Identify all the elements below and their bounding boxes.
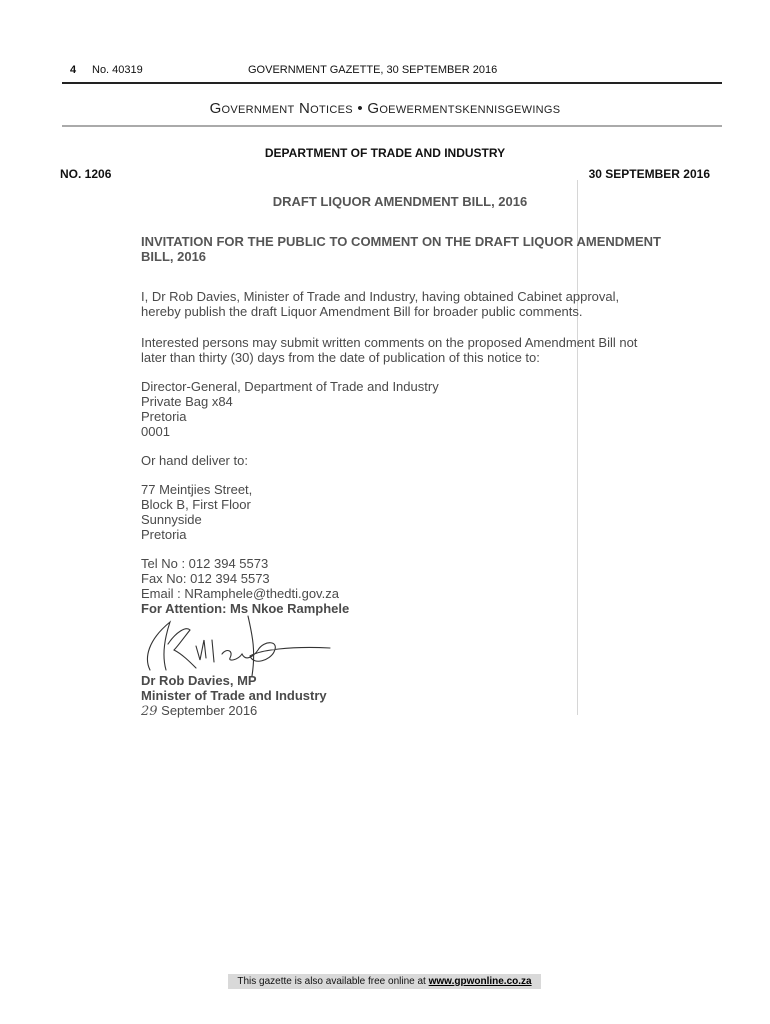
page-number: 4 bbox=[70, 64, 77, 76]
notice-date: 30 SEPTEMBER 2016 bbox=[588, 167, 710, 181]
contact-block bbox=[141, 556, 661, 616]
bill-title: DRAFT LIQUOR AMENDMENT BILL, 2016 bbox=[272, 194, 528, 209]
street-address bbox=[141, 482, 661, 542]
address-line: 77 Meintjies Street, bbox=[141, 482, 253, 497]
section-rule bbox=[62, 125, 722, 127]
address-line: Sunnyside bbox=[141, 512, 202, 527]
header-rule bbox=[62, 82, 722, 84]
signatory-title: Minister of Trade and Industry bbox=[141, 688, 327, 703]
gazette-title: GOVERNMENT GAZETTE, 30 SEPTEMBER 2016 bbox=[248, 64, 498, 76]
signatory-name: Dr Rob Davies, MP bbox=[141, 673, 257, 688]
footer-link[interactable]: www.gpwonline.co.za bbox=[428, 976, 532, 987]
tel-line: Tel No : 012 394 5573 bbox=[141, 556, 269, 571]
signature-date bbox=[141, 703, 661, 719]
address-line: 0001 bbox=[141, 424, 170, 439]
footer-banner bbox=[228, 974, 541, 989]
notice-number: NO. 1206 bbox=[60, 167, 112, 181]
attention-line: For Attention: Ms Nkoe Ramphele bbox=[141, 601, 350, 616]
intro-paragraph: I, Dr Rob Davies, Minister of Trade and Industry, having obtained Cabinet approval, hereby publish the draft Liquor Amendment Bill for broader public comments. bbox=[141, 289, 620, 319]
issue-number: No. 40319 bbox=[92, 64, 143, 76]
address-line: Block B, First Floor bbox=[141, 497, 251, 512]
address-line: Pretoria bbox=[141, 409, 187, 424]
invitation-heading: INVITATION FOR THE PUBLIC TO COMMENT ON THE DRAFT LIQUOR AMENDMENT BILL, 2016 bbox=[141, 234, 661, 264]
postal-address bbox=[141, 379, 661, 439]
submit-paragraph: Interested persons may submit written comments on the proposed Amendment Bill not later than thirty (30) days from the date of publication of this notice to: bbox=[141, 335, 638, 365]
handwritten-day: 29 bbox=[141, 704, 158, 719]
footer-text: This gazette is also available free online at bbox=[237, 976, 429, 987]
address-line: Director-General, Department of Trade and Industry bbox=[141, 379, 439, 394]
email-line: Email : NRamphele@thedti.gov.za bbox=[141, 586, 339, 601]
department-heading: DEPARTMENT OF TRADE AND INDUSTRY bbox=[264, 146, 506, 160]
address-line: Private Bag x84 bbox=[141, 394, 233, 409]
signature-date-rest: September 2016 bbox=[157, 703, 258, 718]
fax-line: Fax No: 012 394 5573 bbox=[141, 571, 270, 586]
address-line: Pretoria bbox=[141, 527, 187, 542]
hand-deliver-label: Or hand deliver to: bbox=[141, 453, 248, 468]
section-title: Government Notices • Goewermentskennisgewings bbox=[209, 100, 561, 117]
minister-signature bbox=[130, 610, 340, 680]
